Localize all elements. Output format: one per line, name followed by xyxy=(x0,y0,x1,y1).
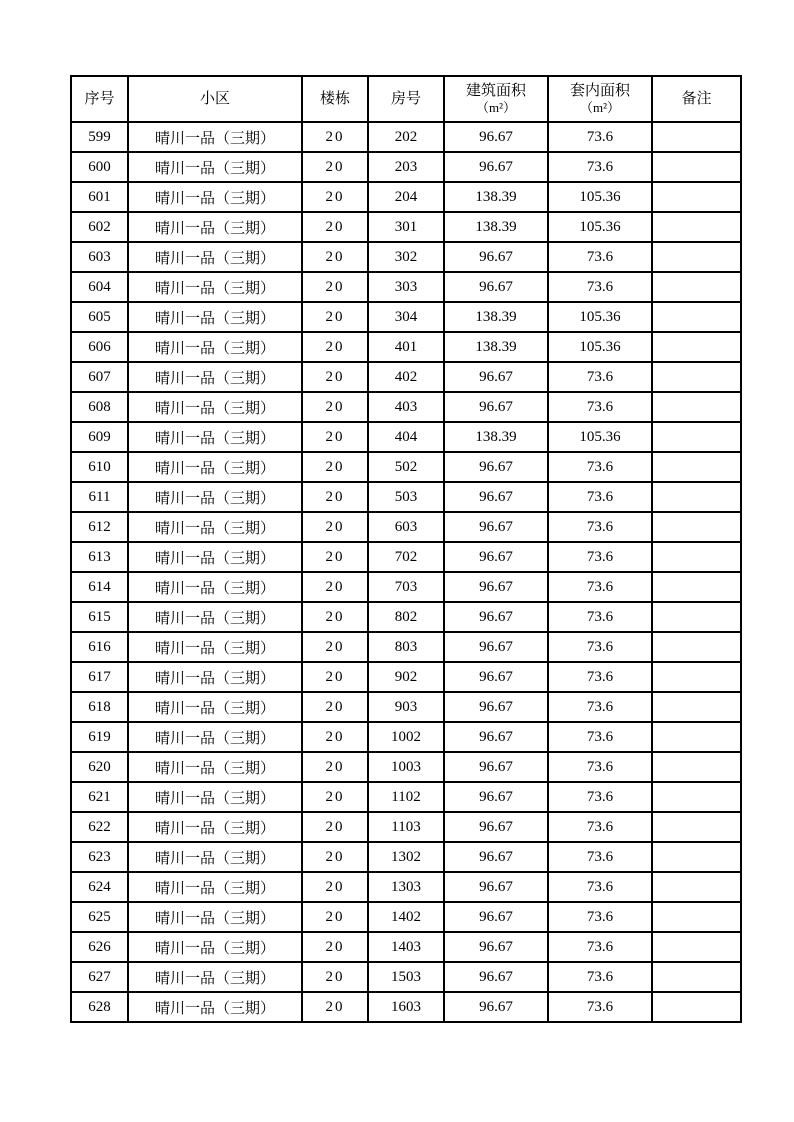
cell-seq: 614 xyxy=(71,572,128,602)
cell-room: 303 xyxy=(368,272,444,302)
cell-inner: 73.6 xyxy=(548,482,652,512)
cell-room: 401 xyxy=(368,332,444,362)
cell-building: 20 xyxy=(302,872,368,902)
cell-remark xyxy=(652,152,741,182)
cell-community: 晴川一品（三期） xyxy=(128,482,302,512)
cell-building: 20 xyxy=(302,332,368,362)
cell-building: 20 xyxy=(302,932,368,962)
cell-building: 20 xyxy=(302,392,368,422)
cell-community: 晴川一品（三期） xyxy=(128,722,302,752)
cell-room: 1103 xyxy=(368,812,444,842)
cell-community: 晴川一品（三期） xyxy=(128,362,302,392)
table-row xyxy=(71,242,741,272)
cell-inner: 73.6 xyxy=(548,662,652,692)
table-row xyxy=(71,782,741,812)
column-header-building xyxy=(302,76,368,122)
cell-remark xyxy=(652,512,741,542)
table-row xyxy=(71,302,741,332)
cell-remark xyxy=(652,572,741,602)
cell-inner: 73.6 xyxy=(548,902,652,932)
cell-room: 703 xyxy=(368,572,444,602)
cell-seq: 627 xyxy=(71,962,128,992)
cell-seq: 608 xyxy=(71,392,128,422)
cell-room: 502 xyxy=(368,452,444,482)
cell-community: 晴川一品（三期） xyxy=(128,572,302,602)
cell-room: 702 xyxy=(368,542,444,572)
cell-inner: 105.36 xyxy=(548,182,652,212)
cell-building: 20 xyxy=(302,212,368,242)
cell-seq: 599 xyxy=(71,122,128,152)
table-row xyxy=(71,962,741,992)
cell-remark xyxy=(652,332,741,362)
cell-room: 1303 xyxy=(368,872,444,902)
cell-remark xyxy=(652,782,741,812)
cell-building: 20 xyxy=(302,542,368,572)
cell-gross: 96.67 xyxy=(444,632,548,662)
cell-remark xyxy=(652,752,741,782)
cell-seq: 610 xyxy=(71,452,128,482)
cell-room: 304 xyxy=(368,302,444,332)
cell-building: 20 xyxy=(302,422,368,452)
column-header-room xyxy=(368,76,444,122)
cell-inner: 73.6 xyxy=(548,152,652,182)
table-row xyxy=(71,122,741,152)
cell-seq: 601 xyxy=(71,182,128,212)
cell-room: 403 xyxy=(368,392,444,422)
cell-inner: 73.6 xyxy=(548,872,652,902)
area-table xyxy=(70,75,742,1023)
table-row xyxy=(71,422,741,452)
table-row xyxy=(71,602,741,632)
cell-community: 晴川一品（三期） xyxy=(128,182,302,212)
cell-remark xyxy=(652,632,741,662)
cell-community: 晴川一品（三期） xyxy=(128,902,302,932)
cell-gross: 96.67 xyxy=(444,452,548,482)
cell-seq: 605 xyxy=(71,302,128,332)
cell-room: 503 xyxy=(368,482,444,512)
cell-remark xyxy=(652,932,741,962)
column-header-unit: （m²） xyxy=(579,100,620,116)
cell-gross: 96.67 xyxy=(444,392,548,422)
cell-gross: 96.67 xyxy=(444,932,548,962)
cell-community: 晴川一品（三期） xyxy=(128,272,302,302)
cell-building: 20 xyxy=(302,122,368,152)
cell-room: 402 xyxy=(368,362,444,392)
table-row xyxy=(71,812,741,842)
table-row xyxy=(71,152,741,182)
cell-seq: 609 xyxy=(71,422,128,452)
cell-building: 20 xyxy=(302,752,368,782)
cell-building: 20 xyxy=(302,182,368,212)
cell-inner: 73.6 xyxy=(548,752,652,782)
table-row xyxy=(71,722,741,752)
column-header-seq xyxy=(71,76,128,122)
table-row xyxy=(71,842,741,872)
cell-gross: 96.67 xyxy=(444,662,548,692)
cell-gross: 138.39 xyxy=(444,422,548,452)
table-row xyxy=(71,212,741,242)
cell-community: 晴川一品（三期） xyxy=(128,962,302,992)
table-row xyxy=(71,992,741,1022)
column-header-label: 备注 xyxy=(681,90,712,107)
cell-seq: 628 xyxy=(71,992,128,1022)
cell-inner: 73.6 xyxy=(548,782,652,812)
cell-seq: 604 xyxy=(71,272,128,302)
cell-inner: 73.6 xyxy=(548,692,652,722)
cell-remark xyxy=(652,992,741,1022)
cell-remark xyxy=(652,122,741,152)
cell-inner: 73.6 xyxy=(548,962,652,992)
cell-seq: 622 xyxy=(71,812,128,842)
cell-inner: 73.6 xyxy=(548,512,652,542)
column-header-label: 小区 xyxy=(199,90,230,107)
cell-community: 晴川一品（三期） xyxy=(128,422,302,452)
cell-gross: 138.39 xyxy=(444,182,548,212)
cell-remark xyxy=(652,482,741,512)
cell-community: 晴川一品（三期） xyxy=(128,152,302,182)
cell-remark xyxy=(652,362,741,392)
column-header-label: 建筑面积 xyxy=(465,83,526,100)
table-header xyxy=(71,76,741,122)
cell-inner: 73.6 xyxy=(548,452,652,482)
cell-room: 202 xyxy=(368,122,444,152)
cell-room: 1102 xyxy=(368,782,444,812)
column-header-label: 序号 xyxy=(84,90,115,107)
cell-inner: 73.6 xyxy=(548,122,652,152)
cell-inner: 73.6 xyxy=(548,392,652,422)
cell-remark xyxy=(652,452,741,482)
cell-seq: 616 xyxy=(71,632,128,662)
cell-gross: 96.67 xyxy=(444,782,548,812)
cell-gross: 138.39 xyxy=(444,302,548,332)
table-row xyxy=(71,632,741,662)
cell-building: 20 xyxy=(302,602,368,632)
cell-seq: 603 xyxy=(71,242,128,272)
cell-remark xyxy=(652,662,741,692)
table-row xyxy=(71,542,741,572)
cell-building: 20 xyxy=(302,782,368,812)
cell-gross: 96.67 xyxy=(444,692,548,722)
cell-seq: 606 xyxy=(71,332,128,362)
cell-room: 803 xyxy=(368,632,444,662)
cell-building: 20 xyxy=(302,992,368,1022)
cell-gross: 96.67 xyxy=(444,572,548,602)
cell-community: 晴川一品（三期） xyxy=(128,992,302,1022)
cell-gross: 96.67 xyxy=(444,122,548,152)
cell-gross: 96.67 xyxy=(444,842,548,872)
table-row xyxy=(71,452,741,482)
cell-seq: 624 xyxy=(71,872,128,902)
cell-seq: 602 xyxy=(71,212,128,242)
cell-building: 20 xyxy=(302,362,368,392)
cell-building: 20 xyxy=(302,812,368,842)
cell-seq: 625 xyxy=(71,902,128,932)
cell-gross: 96.67 xyxy=(444,962,548,992)
cell-community: 晴川一品（三期） xyxy=(128,242,302,272)
cell-gross: 96.67 xyxy=(444,512,548,542)
cell-seq: 618 xyxy=(71,692,128,722)
cell-community: 晴川一品（三期） xyxy=(128,122,302,152)
cell-remark xyxy=(652,542,741,572)
table-row xyxy=(71,872,741,902)
cell-seq: 617 xyxy=(71,662,128,692)
cell-inner: 73.6 xyxy=(548,572,652,602)
cell-remark xyxy=(652,392,741,422)
cell-seq: 619 xyxy=(71,722,128,752)
cell-inner: 73.6 xyxy=(548,542,652,572)
table-row xyxy=(71,932,741,962)
cell-remark xyxy=(652,722,741,752)
cell-building: 20 xyxy=(302,842,368,872)
cell-inner: 105.36 xyxy=(548,422,652,452)
cell-room: 1403 xyxy=(368,932,444,962)
cell-gross: 96.67 xyxy=(444,812,548,842)
cell-building: 20 xyxy=(302,512,368,542)
cell-remark xyxy=(652,422,741,452)
cell-seq: 620 xyxy=(71,752,128,782)
cell-community: 晴川一品（三期） xyxy=(128,452,302,482)
cell-inner: 73.6 xyxy=(548,632,652,662)
column-header-inner xyxy=(548,76,652,122)
cell-building: 20 xyxy=(302,692,368,722)
cell-room: 204 xyxy=(368,182,444,212)
cell-inner: 73.6 xyxy=(548,812,652,842)
cell-building: 20 xyxy=(302,302,368,332)
cell-inner: 105.36 xyxy=(548,332,652,362)
cell-inner: 73.6 xyxy=(548,362,652,392)
cell-community: 晴川一品（三期） xyxy=(128,932,302,962)
cell-community: 晴川一品（三期） xyxy=(128,842,302,872)
cell-remark xyxy=(652,602,741,632)
cell-gross: 96.67 xyxy=(444,872,548,902)
cell-building: 20 xyxy=(302,272,368,302)
cell-community: 晴川一品（三期） xyxy=(128,512,302,542)
cell-gross: 138.39 xyxy=(444,332,548,362)
cell-room: 902 xyxy=(368,662,444,692)
cell-gross: 96.67 xyxy=(444,272,548,302)
cell-community: 晴川一品（三期） xyxy=(128,692,302,722)
cell-gross: 96.67 xyxy=(444,992,548,1022)
column-header-community xyxy=(128,76,302,122)
cell-seq: 611 xyxy=(71,482,128,512)
table-row xyxy=(71,482,741,512)
cell-gross: 96.67 xyxy=(444,362,548,392)
cell-building: 20 xyxy=(302,152,368,182)
cell-inner: 73.6 xyxy=(548,842,652,872)
cell-building: 20 xyxy=(302,632,368,662)
cell-room: 1003 xyxy=(368,752,444,782)
cell-room: 1302 xyxy=(368,842,444,872)
cell-gross: 96.67 xyxy=(444,542,548,572)
cell-community: 晴川一品（三期） xyxy=(128,662,302,692)
cell-remark xyxy=(652,962,741,992)
cell-inner: 73.6 xyxy=(548,272,652,302)
cell-remark xyxy=(652,272,741,302)
cell-inner: 73.6 xyxy=(548,242,652,272)
cell-room: 802 xyxy=(368,602,444,632)
cell-remark xyxy=(652,812,741,842)
cell-room: 1603 xyxy=(368,992,444,1022)
cell-building: 20 xyxy=(302,482,368,512)
table-row xyxy=(71,752,741,782)
cell-remark xyxy=(652,212,741,242)
column-header-label: 楼栋 xyxy=(319,90,350,107)
cell-gross: 96.67 xyxy=(444,602,548,632)
cell-inner: 105.36 xyxy=(548,212,652,242)
table-row xyxy=(71,362,741,392)
cell-building: 20 xyxy=(302,242,368,272)
cell-building: 20 xyxy=(302,662,368,692)
cell-inner: 73.6 xyxy=(548,722,652,752)
column-header-label: 房号 xyxy=(390,90,421,107)
column-header-gross xyxy=(444,76,548,122)
cell-building: 20 xyxy=(302,452,368,482)
table-body xyxy=(71,122,741,1022)
cell-remark xyxy=(652,692,741,722)
cell-community: 晴川一品（三期） xyxy=(128,302,302,332)
cell-room: 1402 xyxy=(368,902,444,932)
cell-inner: 73.6 xyxy=(548,932,652,962)
cell-remark xyxy=(652,242,741,272)
cell-remark xyxy=(652,902,741,932)
cell-inner: 73.6 xyxy=(548,602,652,632)
cell-seq: 623 xyxy=(71,842,128,872)
cell-building: 20 xyxy=(302,572,368,602)
table-row xyxy=(71,182,741,212)
table-row xyxy=(71,692,741,722)
cell-building: 20 xyxy=(302,722,368,752)
header-row xyxy=(71,76,741,122)
cell-inner: 105.36 xyxy=(548,302,652,332)
cell-room: 1503 xyxy=(368,962,444,992)
cell-gross: 138.39 xyxy=(444,212,548,242)
table-row xyxy=(71,662,741,692)
cell-seq: 615 xyxy=(71,602,128,632)
cell-remark xyxy=(652,842,741,872)
table-row xyxy=(71,332,741,362)
cell-remark xyxy=(652,182,741,212)
column-header-label: 套内面积 xyxy=(569,83,630,100)
cell-gross: 96.67 xyxy=(444,722,548,752)
cell-inner: 73.6 xyxy=(548,992,652,1022)
cell-community: 晴川一品（三期） xyxy=(128,872,302,902)
cell-seq: 613 xyxy=(71,542,128,572)
cell-room: 203 xyxy=(368,152,444,182)
cell-seq: 600 xyxy=(71,152,128,182)
cell-seq: 612 xyxy=(71,512,128,542)
table-row xyxy=(71,512,741,542)
cell-gross: 96.67 xyxy=(444,752,548,782)
cell-room: 301 xyxy=(368,212,444,242)
cell-gross: 96.67 xyxy=(444,152,548,182)
cell-community: 晴川一品（三期） xyxy=(128,332,302,362)
cell-community: 晴川一品（三期） xyxy=(128,782,302,812)
cell-seq: 607 xyxy=(71,362,128,392)
cell-community: 晴川一品（三期） xyxy=(128,632,302,662)
cell-room: 302 xyxy=(368,242,444,272)
cell-room: 903 xyxy=(368,692,444,722)
cell-seq: 626 xyxy=(71,932,128,962)
cell-gross: 96.67 xyxy=(444,242,548,272)
cell-gross: 96.67 xyxy=(444,482,548,512)
cell-seq: 621 xyxy=(71,782,128,812)
cell-community: 晴川一品（三期） xyxy=(128,212,302,242)
cell-community: 晴川一品（三期） xyxy=(128,752,302,782)
cell-gross: 96.67 xyxy=(444,902,548,932)
cell-community: 晴川一品（三期） xyxy=(128,392,302,422)
column-header-remark xyxy=(652,76,741,122)
table-row xyxy=(71,572,741,602)
cell-remark xyxy=(652,302,741,332)
cell-community: 晴川一品（三期） xyxy=(128,812,302,842)
table-row xyxy=(71,902,741,932)
cell-building: 20 xyxy=(302,902,368,932)
cell-room: 603 xyxy=(368,512,444,542)
cell-building: 20 xyxy=(302,962,368,992)
cell-remark xyxy=(652,872,741,902)
cell-community: 晴川一品（三期） xyxy=(128,602,302,632)
table-row xyxy=(71,272,741,302)
table-row xyxy=(71,392,741,422)
cell-community: 晴川一品（三期） xyxy=(128,542,302,572)
cell-room: 1002 xyxy=(368,722,444,752)
column-header-unit: （m²） xyxy=(475,100,516,116)
cell-room: 404 xyxy=(368,422,444,452)
